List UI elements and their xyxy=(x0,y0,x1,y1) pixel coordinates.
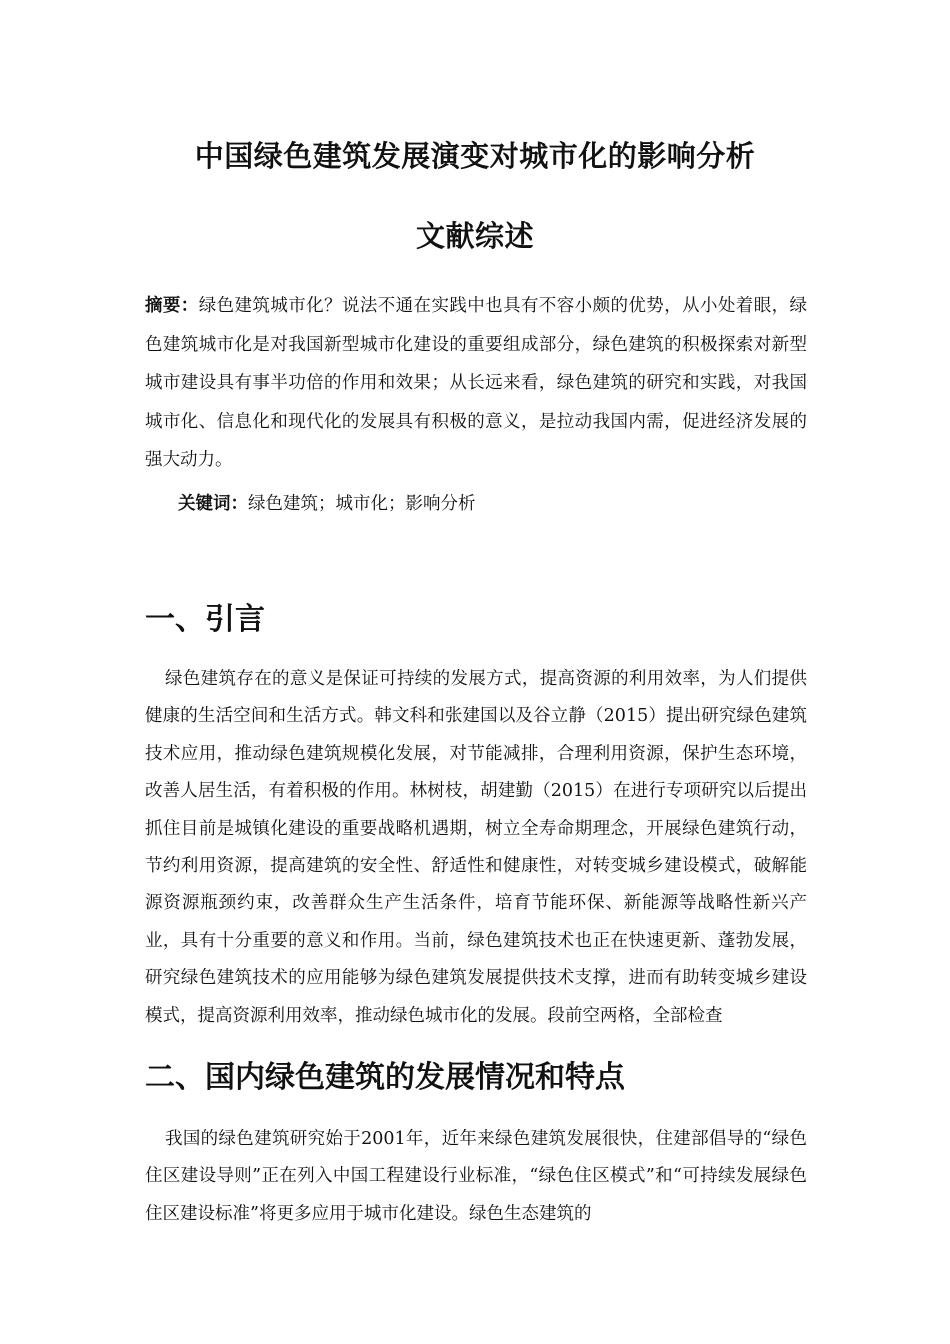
keywords-text: 绿色建筑；城市化；影响分析 xyxy=(248,494,476,514)
section-paragraph-domestic-development: 我国的绿色建筑研究始于2001年，近年来绿色建筑发展很快，住建部倡导的“绿色住区建设导则”正在列入中国工程建设行业标准，“绿色住区模式”和“可持续发展绿色住区建设标准”将更多应用于城市化建设。绿色生态建筑的 xyxy=(145,1129,807,1224)
document-subtitle: 文献综述 xyxy=(415,219,534,253)
abstract-text: 绿色建筑城市化？说法不通在实践中也具有不容小颇的优势，从小处着眼，绿色建筑城市化是对我国新型城市化建设的重要组成部分，绿色建筑的积极探索对新型城市建设具有事半功倍的作用和效果；从长远来看，绿色建筑的研究和实践，对我国城市化、信息化和现代化的发展具有积极的意义，是拉动我国内需，促进经济发展的强大动力。 xyxy=(145,296,808,470)
section-heading-introduction: 一、引言 xyxy=(145,602,265,637)
section-paragraph-introduction: 绿色建筑存在的意义是保证可持续的发展方式，提高资源的利用效率，为人们提供健康的生活空间和生活方式。韩文科和张建国以及谷立静（2015）提出研究绿色建筑技术应用，推动绿色建筑规模化发展，对节能减排，合理利用资源，保护生态环境，改善人居生活，有着积极的作用。林树枝，胡建勤（2015）在进行专项研究以后提出抓住目前是城镇化建设的重要战略机遇期，树立全寿命期理念，开展绿色建筑行动，节约利用资源，提高建筑的安全性、舒适性和健康性，对转变城乡建设模式，破解能源资源瓶颈约束，改善群众生产生活条件，培育节能环保、新能源等战略性新兴产业，具有十分重要的意义和作用。当前，绿色建筑技术也正在快速更新、蓬勃发展，研究绿色建筑技术的应用能够为绿色建筑发展提供技术支撑，进而有助转变城乡建设模式，提高资源利用效率，推动绿色城市化的发展。段前空两格，全部检查 xyxy=(145,669,807,1026)
abstract-label: 摘要： xyxy=(145,296,199,316)
abstract xyxy=(145,287,807,480)
document-title: 中国绿色建筑发展演变对城市化的影响分析 xyxy=(194,139,756,173)
keywords-label: 关键词： xyxy=(178,494,248,514)
keywords xyxy=(178,489,476,519)
section-heading-domestic-development: 二、国内绿色建筑的发展情况和特点 xyxy=(145,1060,625,1095)
